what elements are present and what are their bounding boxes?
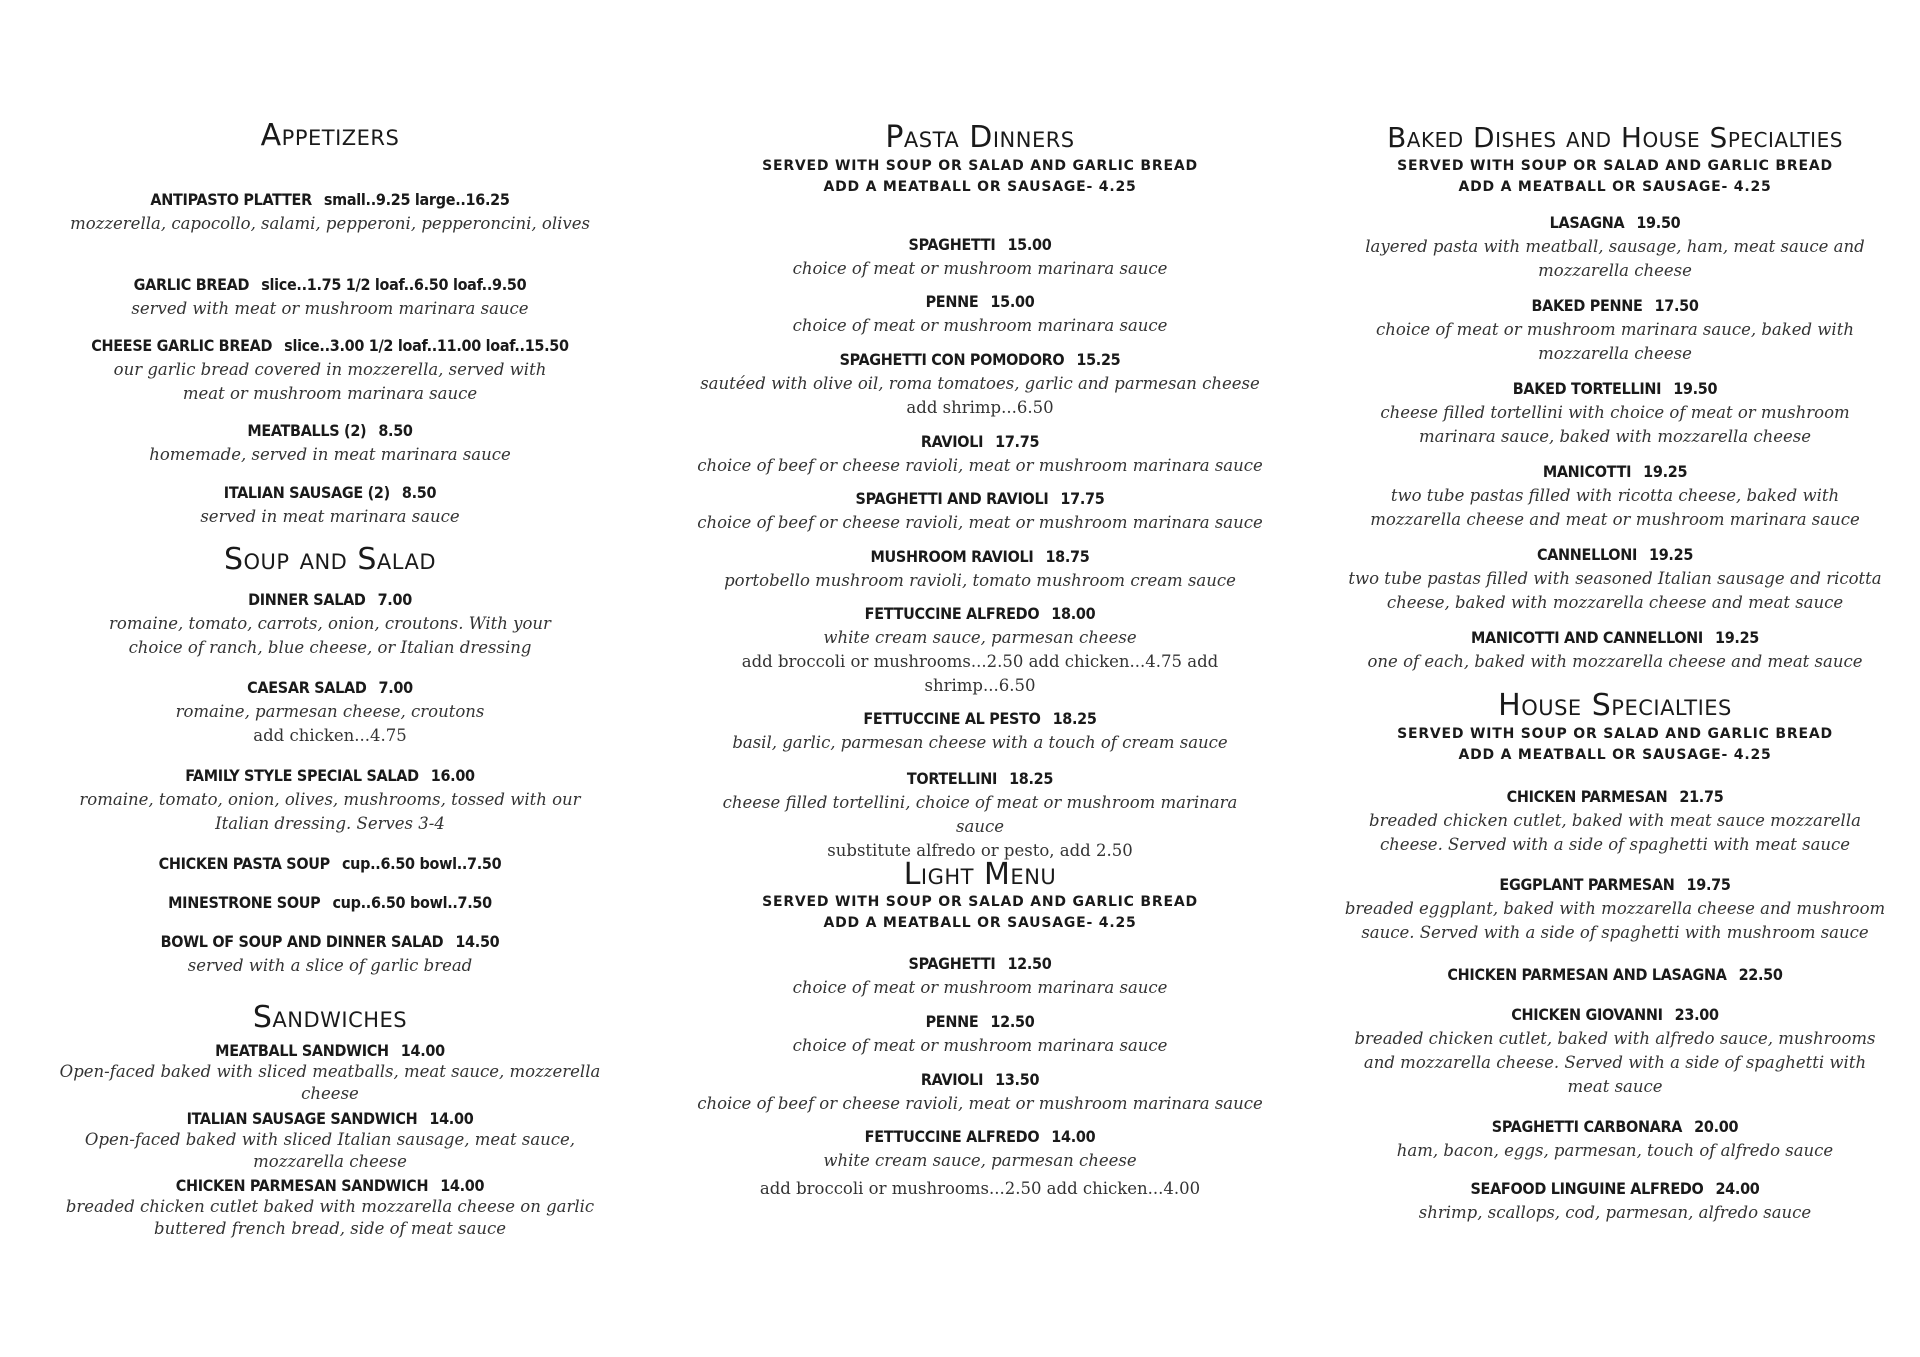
item-price: 24.00 — [1715, 1179, 1760, 1198]
menu-item-light-penne — [680, 1010, 1280, 1058]
menu-item-mushroom-ravioli — [680, 545, 1280, 593]
item-name: ANTIPASTO PLATTER — [150, 190, 312, 209]
item-price: 17.75 — [1060, 489, 1105, 508]
item-name: SEAFOOD LINGUINE ALFREDO — [1470, 1179, 1704, 1198]
item-price: 21.75 — [1679, 787, 1724, 806]
item-addon: add chicken...4.75 — [253, 726, 407, 745]
menu-item-manicotti-cannelloni — [1325, 626, 1905, 674]
menu-item-seafood-linguine — [1325, 1177, 1905, 1225]
item-name: GARLIC BREAD — [133, 275, 250, 294]
item-name: RAVIOLI — [920, 1070, 984, 1089]
menu-item-chicken-giovanni — [1325, 1003, 1905, 1099]
item-name: CHICKEN PASTA SOUP — [158, 854, 330, 873]
item-description: Open-faced baked with sliced Italian sausage, meat sauce, mozzarella cheese — [84, 1130, 576, 1171]
item-description: layered pasta with meatball, sausage, ham, meat sauce and mozzarella cheese — [1365, 237, 1865, 280]
item-name: FAMILY STYLE SPECIAL SALAD — [185, 766, 419, 785]
menu-item-spaghetti-ravioli — [680, 487, 1280, 535]
pasta-addon-note: ADD A MEATBALL OR SAUSAGE- 4.25 — [823, 179, 1137, 195]
item-description: choice of meat or mushroom marinara sauce, baked with mozzarella cheese — [1376, 320, 1854, 363]
item-description: choice of beef or cheese ravioli, meat or mushroom marinara sauce — [697, 456, 1263, 475]
item-price: slice..1.75 1/2 loaf..6.50 loaf..9.50 — [261, 275, 527, 294]
item-description: cheese filled tortellini, choice of meat or mushroom marinara sauce — [722, 793, 1238, 836]
item-price: 19.25 — [1714, 628, 1760, 647]
house-title: House Specialties — [1498, 688, 1732, 723]
pasta-subtitle: SERVED WITH SOUP OR SALAD AND GARLIC BREAD — [762, 158, 1198, 174]
item-price: 23.00 — [1674, 1005, 1719, 1024]
item-name: MUSHROOM RAVIOLI — [870, 547, 1034, 566]
menu-item-cannelloni — [1325, 543, 1905, 615]
item-price: 7.00 — [377, 590, 412, 609]
menu-item-caesar-salad — [40, 676, 620, 748]
item-description: breaded chicken cutlet, baked with meat sauce mozzarella cheese. Served with a side of spaghetti with meat sauce — [1369, 811, 1861, 854]
item-description: romaine, parmesan cheese, croutons — [175, 702, 485, 721]
house-addon-note: ADD A MEATBALL OR SAUSAGE- 4.25 — [1458, 747, 1772, 763]
item-price: 7.00 — [378, 678, 413, 697]
item-price: 16.00 — [430, 766, 475, 785]
item-name: SPAGHETTI CARBONARA — [1491, 1117, 1683, 1136]
menu-item-garlic-bread — [40, 273, 620, 321]
item-name: CHICKEN GIOVANNI — [1511, 1005, 1663, 1024]
menu-item-chicken-pasta-soup — [40, 852, 620, 876]
menu-item-meatballs — [40, 419, 620, 467]
pasta-title: Pasta Dinners — [885, 120, 1075, 155]
item-description: Open-faced baked with sliced meatballs, meat sauce, mozzerella cheese — [59, 1062, 601, 1103]
item-price: 18.25 — [1009, 769, 1054, 788]
item-name: CHICKEN PARMESAN SANDWICH — [175, 1176, 429, 1195]
menu-item-light-alfredo — [680, 1125, 1280, 1201]
item-price: 14.00 — [429, 1109, 474, 1128]
menu-item-family-salad — [40, 764, 620, 836]
item-name: BOWL OF SOUP AND DINNER SALAD — [160, 932, 444, 951]
menu-item-chicken-parmesan — [1325, 785, 1905, 857]
item-addon: substitute alfredo or pesto, add 2.50 — [827, 841, 1133, 860]
item-price: 18.75 — [1045, 547, 1090, 566]
menu-item-chicken-parm-lasagna — [1325, 963, 1905, 987]
item-description: served with meat or mushroom marinara sauce — [131, 299, 529, 318]
item-price: 15.00 — [1007, 235, 1052, 254]
item-addon: add broccoli or mushrooms...2.50 add chicken...4.00 — [759, 1179, 1201, 1198]
item-price: 19.50 — [1636, 213, 1681, 232]
item-price: 14.00 — [1051, 1127, 1096, 1146]
item-price: cup..6.50 bowl..7.50 — [341, 854, 502, 873]
item-description: one of each, baked with mozzarella cheese and meat sauce — [1367, 652, 1863, 671]
item-description: two tube pastas filled with ricotta cheese, baked with mozzarella cheese and meat or mushroom marinara sauce — [1370, 486, 1860, 529]
menu-item-italian-sausage — [40, 481, 620, 529]
menu-item-minestrone — [40, 891, 620, 915]
menu-item-penne — [680, 290, 1280, 338]
item-name: MEATBALLS (2) — [247, 421, 367, 440]
item-name: SPAGHETTI — [908, 954, 996, 973]
item-description: served with a slice of garlic bread — [187, 956, 473, 975]
item-price: 19.25 — [1643, 462, 1688, 481]
light-menu-subtitle: SERVED WITH SOUP OR SALAD AND GARLIC BREAD — [762, 894, 1198, 910]
item-name: FETTUCCINE ALFREDO — [864, 604, 1040, 623]
menu-item-spaghetti — [680, 233, 1280, 281]
menu-item-meatball-sandwich — [40, 1040, 620, 1105]
item-addon: add broccoli or mushrooms...2.50 add chicken...4.75 add shrimp...6.50 — [741, 652, 1219, 695]
item-price: 8.50 — [401, 483, 437, 502]
menu-item-eggplant-parmesan — [1325, 873, 1905, 945]
menu-item-fettuccine-pesto — [680, 707, 1280, 755]
item-description: breaded chicken cutlet baked with mozzarella cheese on garlic buttered french bread, side of meat sauce — [65, 1197, 595, 1238]
item-price: cup..6.50 bowl..7.50 — [332, 893, 492, 912]
appetizers-title: Appetizers — [260, 118, 400, 153]
item-name: SPAGHETTI — [908, 235, 996, 254]
baked-title: Baked Dishes and House Specialties — [1387, 121, 1843, 154]
light-menu-title: Light Menu — [903, 857, 1057, 892]
light-menu-addon-note: ADD A MEATBALL OR SAUSAGE- 4.25 — [823, 915, 1137, 931]
item-price: 22.50 — [1738, 965, 1783, 984]
item-price: 19.25 — [1649, 545, 1694, 564]
item-price: 20.00 — [1694, 1117, 1739, 1136]
item-name: PENNE — [925, 292, 979, 311]
item-name: CHEESE GARLIC BREAD — [91, 336, 273, 355]
item-name: ITALIAN SAUSAGE (2) — [223, 483, 390, 502]
baked-subtitle: SERVED WITH SOUP OR SALAD AND GARLIC BREAD — [1397, 158, 1833, 174]
menu-item-baked-penne — [1325, 294, 1905, 366]
menu-item-light-ravioli — [680, 1068, 1280, 1116]
item-price: 15.00 — [990, 292, 1035, 311]
menu-item-ravioli — [680, 430, 1280, 478]
item-price: 17.50 — [1654, 296, 1699, 315]
item-name: MANICOTTI — [1542, 462, 1632, 481]
item-description: romaine, tomato, carrots, onion, croutons. With your choice of ranch, blue cheese, or Italian dressing — [109, 614, 551, 657]
item-price: 17.75 — [995, 432, 1040, 451]
item-description: breaded chicken cutlet, baked with alfredo sauce, mushrooms and mozzarella cheese. Served with a side of spaghetti with meat sauce — [1354, 1029, 1876, 1096]
item-description: ham, bacon, eggs, parmesan, touch of alfredo sauce — [1396, 1141, 1834, 1160]
soup-salad-section — [40, 542, 620, 578]
item-price: 18.25 — [1052, 709, 1097, 728]
item-name: CHICKEN PARMESAN — [1506, 787, 1668, 806]
item-description: white cream sauce, parmesan cheese — [823, 1151, 1137, 1170]
item-name: ITALIAN SAUSAGE SANDWICH — [186, 1109, 418, 1128]
baked-section — [1325, 120, 1905, 198]
item-description: breaded eggplant, baked with mozzarella cheese and mushroom sauce. Served with a side of spaghetti with mushroom sauce — [1344, 899, 1886, 942]
item-description: two tube pastas filled with seasoned Italian sausage and ricotta cheese, baked with mozzarella cheese and meat sauce — [1348, 569, 1882, 612]
item-name: BAKED TORTELLINI — [1512, 379, 1662, 398]
item-name: CHICKEN PARMESAN AND LASAGNA — [1447, 965, 1727, 984]
item-name: SPAGHETTI CON POMODORO — [839, 350, 1065, 369]
item-price: 15.25 — [1076, 350, 1121, 369]
item-price: 13.50 — [995, 1070, 1040, 1089]
item-price: 14.00 — [400, 1041, 445, 1060]
item-name: DINNER SALAD — [248, 590, 366, 609]
item-addon: add shrimp...6.50 — [906, 398, 1054, 417]
item-name: FETTUCCINE ALFREDO — [864, 1127, 1040, 1146]
item-description: cheese filled tortellini with choice of meat or mushroom marinara sauce, baked with mozzarella cheese — [1380, 403, 1850, 446]
menu-item-dinner-salad — [40, 588, 620, 660]
sandwiches-section — [40, 1000, 620, 1036]
item-price: 14.00 — [440, 1176, 485, 1195]
item-price: 8.50 — [378, 421, 413, 440]
item-price: small..9.25 large..16.25 — [323, 190, 510, 209]
item-name: FETTUCCINE AL PESTO — [863, 709, 1041, 728]
menu-item-tortellini — [680, 767, 1280, 863]
menu-item-sausage-sandwich — [40, 1108, 620, 1173]
menu-item-pomodoro — [680, 348, 1280, 420]
item-name: BAKED PENNE — [1531, 296, 1643, 315]
item-name: PENNE — [925, 1012, 979, 1031]
item-description: choice of beef or cheese ravioli, meat or mushroom marinara sauce — [697, 1094, 1263, 1113]
item-name: CANNELLONI — [1536, 545, 1637, 564]
menu-item-antipasto — [40, 188, 620, 236]
soup-salad-title: Soup and Salad — [223, 542, 437, 577]
light-menu-section — [680, 858, 1280, 934]
house-section — [1325, 688, 1905, 766]
item-price: 19.75 — [1686, 875, 1731, 894]
item-description: basil, garlic, parmesan cheese with a touch of cream sauce — [732, 733, 1228, 752]
item-name: CAESAR SALAD — [247, 678, 367, 697]
item-description: choice of meat or mushroom marinara sauce — [792, 316, 1168, 335]
item-description: our garlic bread covered in mozzerella, served with meat or mushroom marinara sauce — [113, 360, 547, 403]
sandwiches-title: Sandwiches — [252, 1000, 408, 1035]
menu-item-spaghetti-carbonara — [1325, 1115, 1905, 1163]
item-description: mozzerella, capocollo, salami, pepperoni, pepperoncini, olives — [70, 214, 590, 233]
baked-addon-note: ADD A MEATBALL OR SAUSAGE- 4.25 — [1458, 179, 1772, 195]
item-name: MEATBALL SANDWICH — [215, 1041, 389, 1060]
item-description: white cream sauce, parmesan cheese — [823, 628, 1137, 647]
pasta-section — [680, 120, 1280, 198]
item-name: MANICOTTI AND CANNELLONI — [1470, 628, 1703, 647]
item-description: portobello mushroom ravioli, tomato mushroom cream sauce — [724, 571, 1236, 590]
item-name: SPAGHETTI AND RAVIOLI — [855, 489, 1049, 508]
item-price: slice..3.00 1/2 loaf..11.00 loaf..15.50 — [284, 336, 569, 355]
item-description: choice of meat or mushroom marinara sauce — [792, 978, 1168, 997]
item-description: served in meat marinara sauce — [200, 507, 460, 526]
appetizers-section — [40, 118, 620, 154]
item-price: 19.50 — [1673, 379, 1718, 398]
menu-item-fettuccine-alfredo — [680, 602, 1280, 698]
item-description: choice of meat or mushroom marinara sauce — [792, 259, 1168, 278]
item-price: 12.50 — [1007, 954, 1052, 973]
menu-item-lasagna — [1325, 211, 1905, 283]
item-name: TORTELLINI — [906, 769, 998, 788]
item-description: choice of meat or mushroom marinara sauce — [792, 1036, 1168, 1055]
item-description: romaine, tomato, onion, olives, mushrooms, tossed with our Italian dressing. Serves 3-4 — [79, 790, 581, 833]
item-description: choice of beef or cheese ravioli, meat or mushroom marinara sauce — [697, 513, 1263, 532]
item-description: shrimp, scallops, cod, parmesan, alfredo sauce — [1418, 1203, 1812, 1222]
item-price: 18.00 — [1051, 604, 1096, 623]
menu-item-chicken-parm-sandwich — [40, 1175, 620, 1240]
menu-item-baked-tortellini — [1325, 377, 1905, 449]
house-subtitle: SERVED WITH SOUP OR SALAD AND GARLIC BREAD — [1397, 726, 1833, 742]
menu-item-cheese-garlic-bread — [40, 334, 620, 406]
menu-item-soup-salad-combo — [40, 930, 620, 978]
item-name: RAVIOLI — [920, 432, 984, 451]
item-price: 14.50 — [455, 932, 500, 951]
menu-item-manicotti — [1325, 460, 1905, 532]
item-name: MINESTRONE SOUP — [168, 893, 321, 912]
item-name: LASAGNA — [1549, 213, 1625, 232]
item-name: EGGPLANT PARMESAN — [1499, 875, 1675, 894]
item-description: sautéed with olive oil, roma tomatoes, garlic and parmesan cheese — [700, 374, 1260, 393]
item-price: 12.50 — [990, 1012, 1035, 1031]
item-description: homemade, served in meat marinara sauce — [149, 445, 511, 464]
menu-item-light-spaghetti — [680, 952, 1280, 1000]
